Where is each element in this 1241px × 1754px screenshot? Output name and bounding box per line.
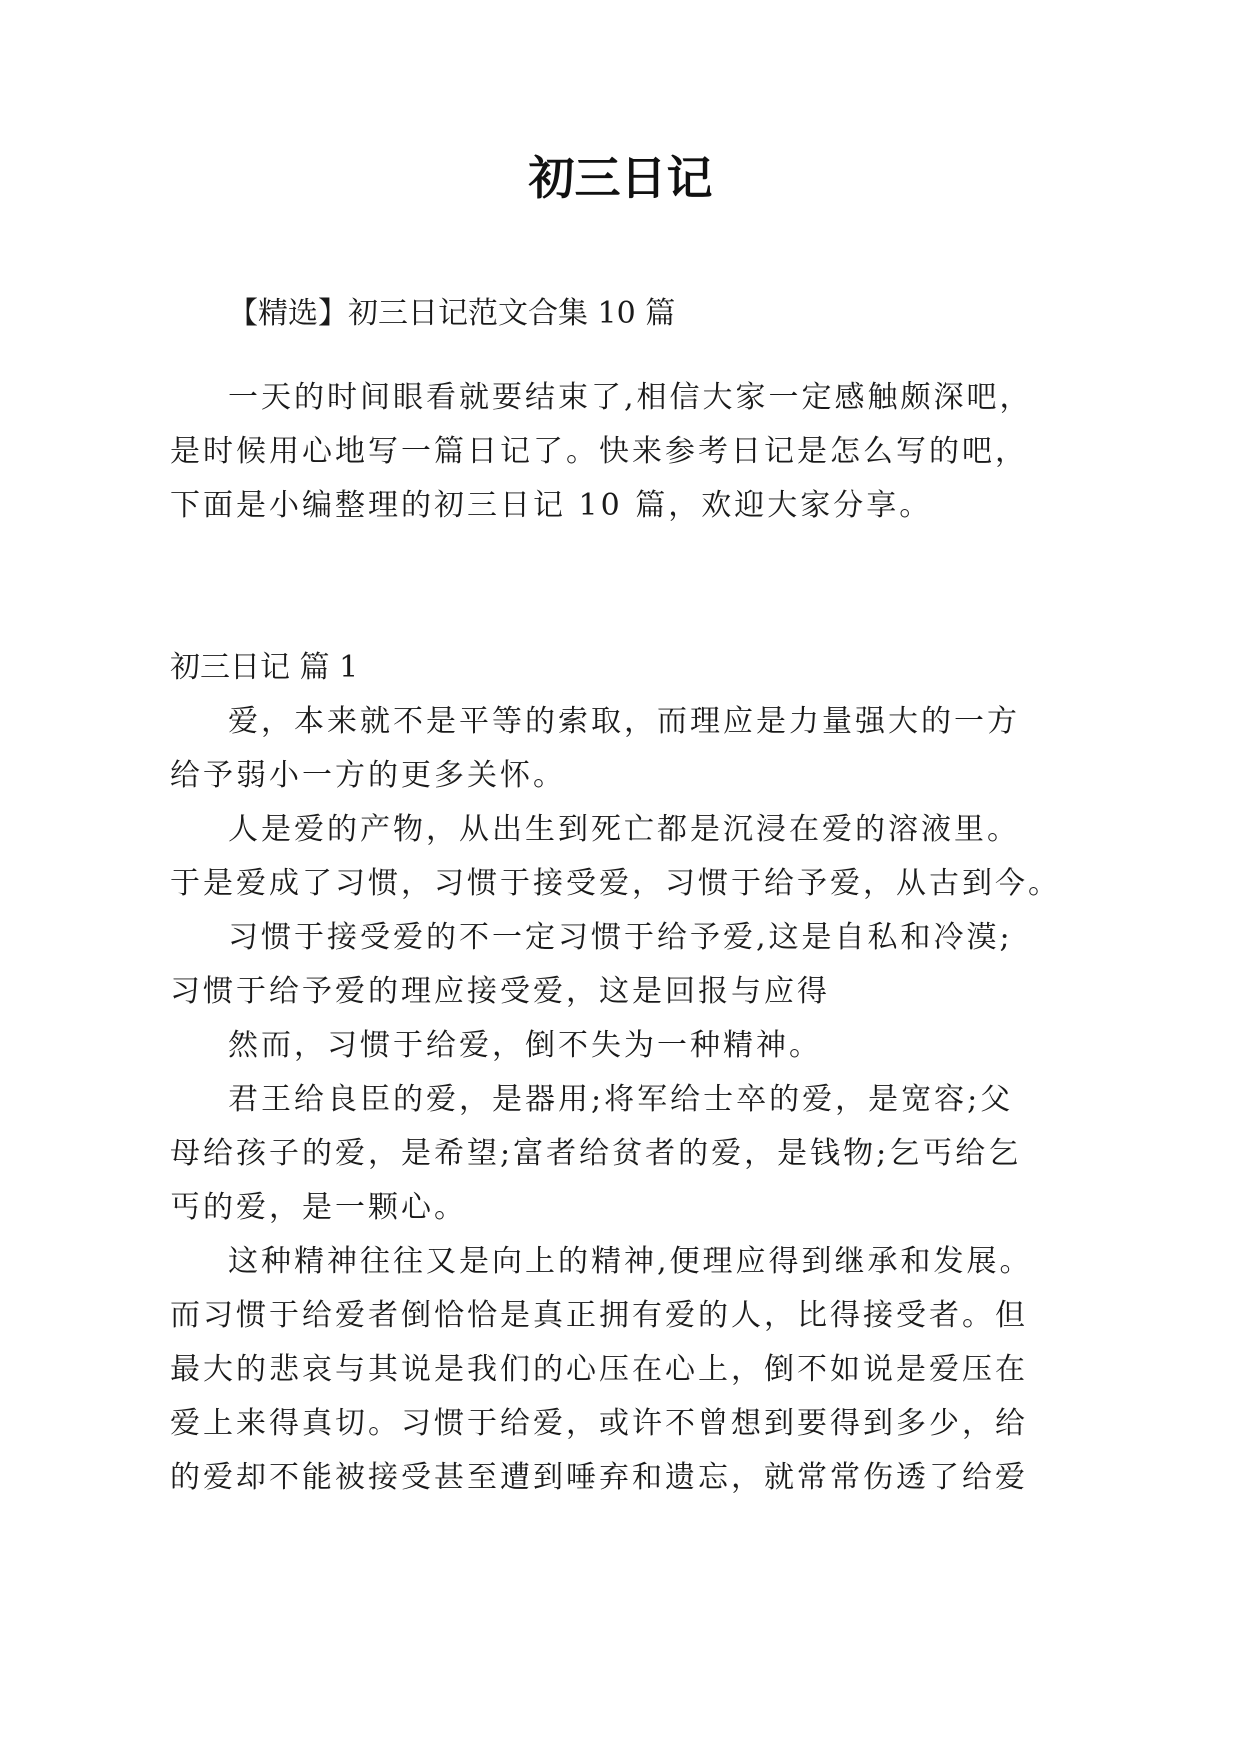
body-line: 最大的悲哀与其说是我们的心压在心上，倒不如说是爱压在 — [170, 1352, 1028, 1387]
body-line: 习惯于给予爱的理应接受爱，这是回报与应得 — [170, 974, 830, 1009]
body-line: 习惯于接受爱的不一定习惯于给予爱,这是自私和冷漠; — [228, 920, 1013, 955]
body-line: 爱，本来就不是平等的索取，而理应是力量强大的一方 — [228, 704, 1020, 739]
body-line: 爱上来得真切。习惯于给爱，或许不曾想到要得到多少，给 — [170, 1406, 1028, 1441]
body-line: 人是爱的产物，从出生到死亡都是沉浸在爱的溶液里。 — [228, 812, 1020, 847]
document-subtitle: 【精选】初三日记范文合集 10 篇 — [228, 296, 676, 331]
intro-line: 是时候用心地写一篇日记了。快来参考日记是怎么写的吧， — [170, 434, 1028, 469]
document-title: 初三日记 — [528, 151, 713, 205]
body-line: 于是爱成了习惯，习惯于接受爱，习惯于给予爱，从古到今。 — [170, 866, 1061, 901]
body-line: 母给孩子的爱，是希望;富者给贫者的爱，是钱物;乞丐给乞 — [170, 1136, 1022, 1171]
body-line: 而习惯于给爱者倒恰恰是真正拥有爱的人，比得接受者。但 — [170, 1298, 1028, 1333]
intro-line: 一天的时间眼看就要结束了,相信大家一定感触颇深吧， — [228, 380, 1033, 415]
body-line: 给予弱小一方的更多关怀。 — [170, 758, 566, 793]
intro-line: 下面是小编整理的初三日记 10 篇，欢迎大家分享。 — [170, 488, 933, 523]
body-line: 的爱却不能被接受甚至遭到唾弃和遗忘，就常常伤透了给爱 — [170, 1460, 1028, 1495]
body-line: 君王给良臣的爱，是器用;将军给士卒的爱，是宽容;父 — [228, 1082, 1014, 1117]
section-heading: 初三日记 篇 1 — [170, 650, 359, 685]
body-line: 丐的爱，是一颗心。 — [170, 1190, 467, 1225]
body-line: 然而，习惯于给爱，倒不失为一种精神。 — [228, 1028, 822, 1063]
body-line: 这种精神往往又是向上的精神,便理应得到继承和发展。 — [228, 1244, 1033, 1279]
